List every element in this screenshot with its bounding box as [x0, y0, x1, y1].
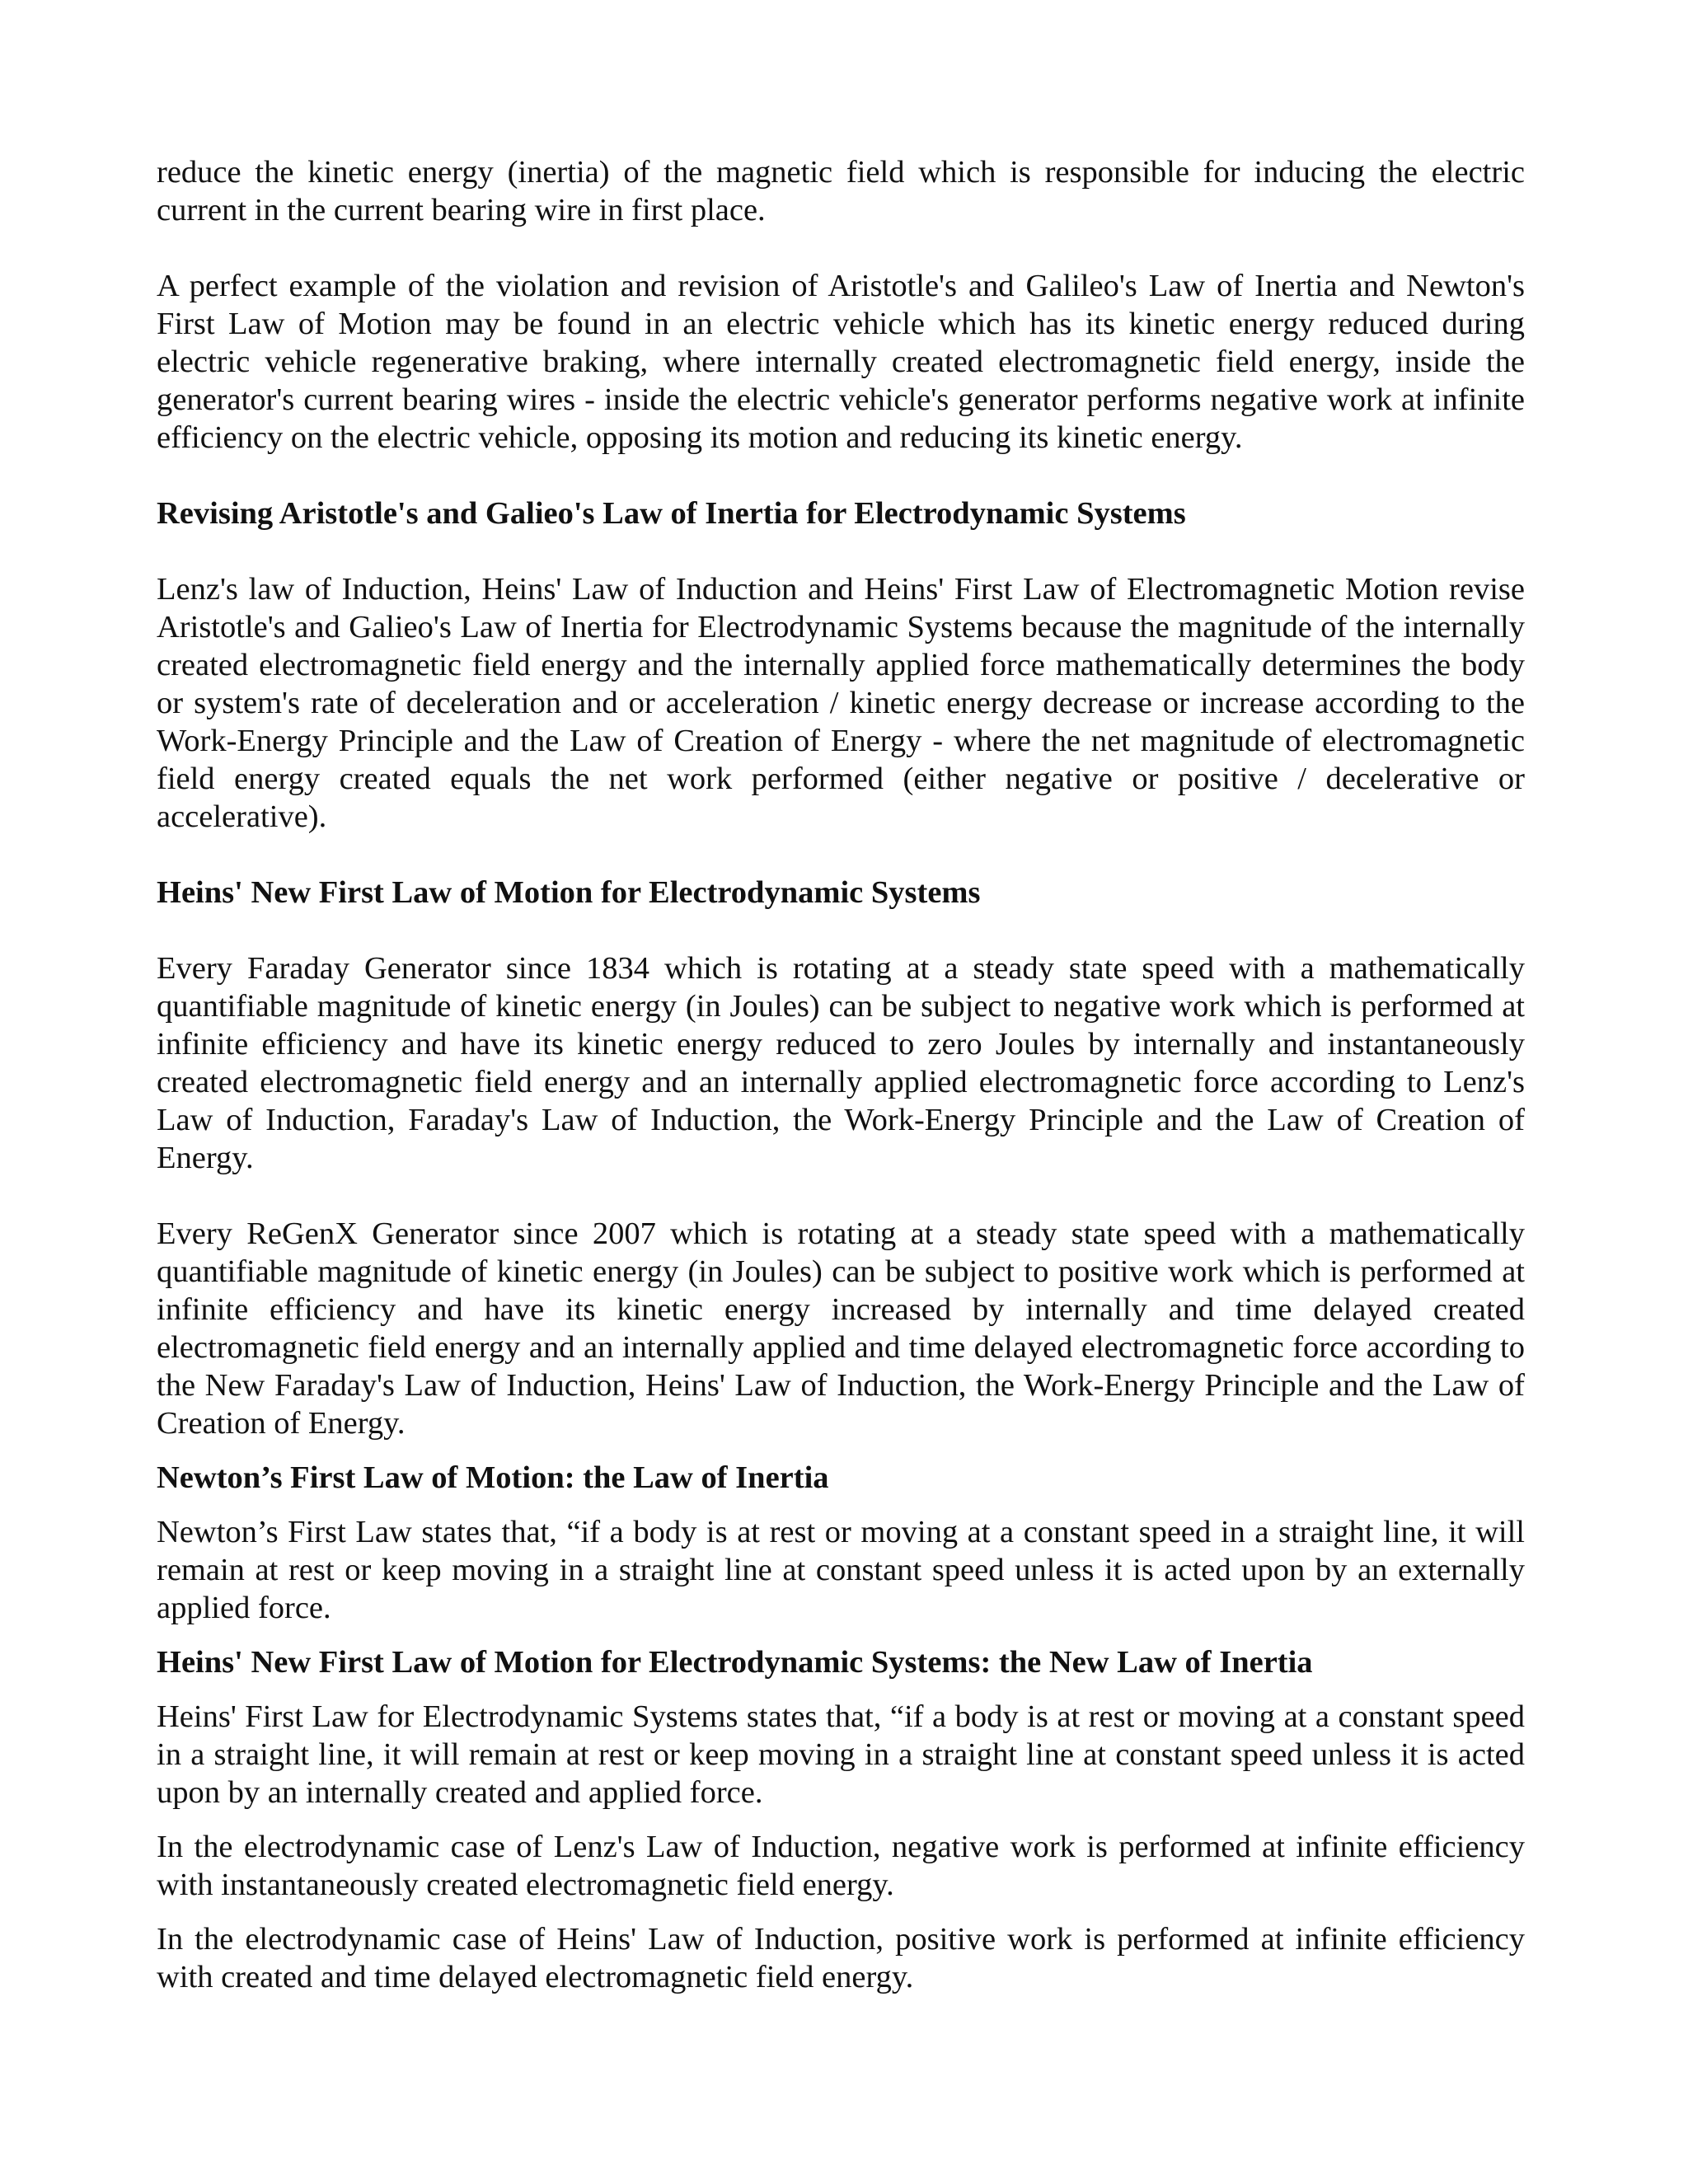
heading-heins-new-first-law: Heins' New First Law of Motion for Electrodynamic Systems: [157, 875, 981, 910]
paragraph-heins-first-law: Heins' First Law for Electrodynamic Systems states that, “if a body is at rest or moving at a constant speed in a straight line, it will remain at rest or keep moving in a straight line at constant speed unless it is acted upon by an internally created and applied force.: [157, 1699, 1525, 1810]
paragraph-faraday-generator: Every Faraday Generator since 1834 which is rotating at a steady state speed with a mathematically quantifiable magnitude of kinetic energy (in Joules) can be subject to negative work which is performed at infinite efficiency and have its kinetic energy reduced to zero Joules by internally and instantaneously created electromagnetic field energy and an internally applied electromagnetic force according to Lenz's Law of Induction, Faraday's Law of Induction, the Work-Energy Principle and the Law of Creation of Energy.: [157, 951, 1525, 1175]
paragraph-newton-first-law: Newton’s First Law states that, “if a body is at rest or moving at a constant speed in a straight line, it will remain at rest or keep moving in a straight line at constant speed unless it is acted upon by an externally applied force.: [157, 1515, 1525, 1625]
heading-heins-new-law-of-inertia: Heins' New First Law of Motion for Electrodynamic Systems: the New Law of Inertia: [157, 1645, 1313, 1680]
paragraph-lenz-negative-work: In the electrodynamic case of Lenz's Law of Induction, negative work is performed at infinite efficiency with instantaneously created electromagnetic field energy.: [157, 1830, 1525, 1902]
paragraph-continuation: reduce the kinetic energy (inertia) of the magnetic field which is responsible for inducing the electric current in the current bearing wire in first place.: [157, 155, 1525, 227]
document-page: [157, 153, 1525, 1996]
paragraph-lenz-revision: Lenz's law of Induction, Heins' Law of Induction and Heins' First Law of Electromagnetic Motion revise Aristotle's and Galieo's Law of Inertia for Electrodynamic Systems because the magnitude of the internally created electromagnetic field energy and the internally applied force mathematically determines the body or system's rate of deceleration and or acceleration / kinetic energy decrease or increase according to the Work-Energy Principle and the Law of Creation of Energy - where the net magnitude of electromagnetic field energy created equals the net work performed (either negative or positive / decelerative or accelerative).: [157, 572, 1525, 834]
paragraph-regenerative-braking: A perfect example of the violation and revision of Aristotle's and Galileo's Law of Inertia and Newton's First Law of Motion may be found in an electric vehicle which has its kinetic energy reduced during electric vehicle regenerative braking, where internally created electromagnetic field energy, inside the generator's current bearing wires - inside the electric vehicle's generator performs negative work at infinite efficiency on the electric vehicle, opposing its motion and reducing its kinetic energy.: [157, 269, 1525, 455]
paragraph-heins-positive-work: In the electrodynamic case of Heins' Law of Induction, positive work is performed at infinite efficiency with created and time delayed electromagnetic field energy.: [157, 1922, 1525, 1994]
paragraph-regenx-generator: Every ReGenX Generator since 2007 which is rotating at a steady state speed with a mathematically quantifiable magnitude of kinetic energy (in Joules) can be subject to positive work which is performed at infinite efficiency and have its kinetic energy increased by internally and time delayed created electromagnetic field energy and an internally applied and time delayed electromagnetic force according to the New Faraday's Law of Induction, Heins' Law of Induction, the Work-Energy Principle and the Law of Creation of Energy.: [157, 1216, 1525, 1441]
heading-newton-first-law: Newton’s First Law of Motion: the Law of Inertia: [157, 1460, 829, 1495]
heading-revising-law-of-inertia: Revising Aristotle's and Galieo's Law of Inertia for Electrodynamic Systems: [157, 496, 1186, 531]
